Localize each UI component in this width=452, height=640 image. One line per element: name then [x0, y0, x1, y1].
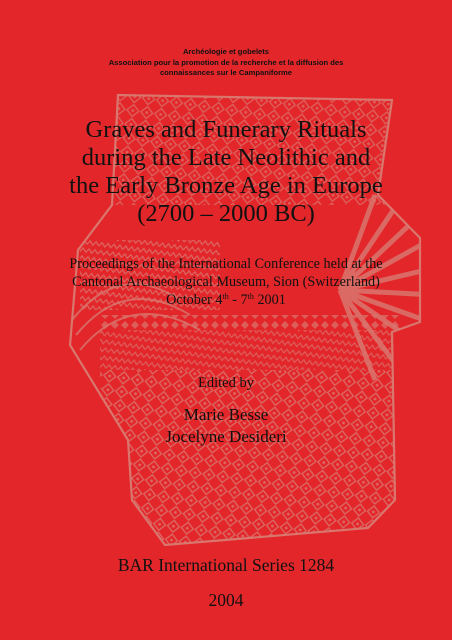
title-line-1: Graves and Funerary Rituals: [85, 116, 367, 143]
book-title: [0, 116, 452, 228]
editors-list: [0, 404, 452, 448]
date-separator: - 7: [228, 292, 248, 308]
association-header: [0, 47, 452, 79]
publication-year: 2004: [208, 590, 244, 610]
proceedings-line-1: Proceedings of the International Conference held at the: [69, 256, 383, 272]
edited-by-label: Edited by: [198, 375, 254, 391]
conference-dates: [0, 291, 452, 309]
date-end-suffix: th: [247, 292, 254, 301]
proceedings-subtitle: [0, 255, 452, 309]
editor-name: Marie Besse: [183, 405, 269, 424]
title-line-3: the Early Bronze Age in Europe: [69, 172, 383, 199]
proceedings-line-2: Cantonal Archaeological Museum, Sion (Switzerland): [72, 274, 380, 290]
title-line-4: (2700 – 2000 BC): [137, 200, 315, 227]
date-start-suffix: th: [222, 292, 229, 301]
association-description-line-2: connaissances sur le Campaniforme: [159, 68, 293, 78]
date-start: October 4: [166, 292, 223, 308]
association-name: Archéologie et gobelets: [182, 47, 270, 56]
association-description-line-1: Association pour la promotion de la recherche et la diffusion des: [108, 57, 344, 67]
title-line-2: during the Late Neolithic and: [81, 144, 371, 171]
series-label: BAR International Series 1284: [117, 555, 335, 575]
editor-name: Jocelyne Desideri: [165, 427, 287, 446]
date-year: 2001: [253, 292, 286, 308]
